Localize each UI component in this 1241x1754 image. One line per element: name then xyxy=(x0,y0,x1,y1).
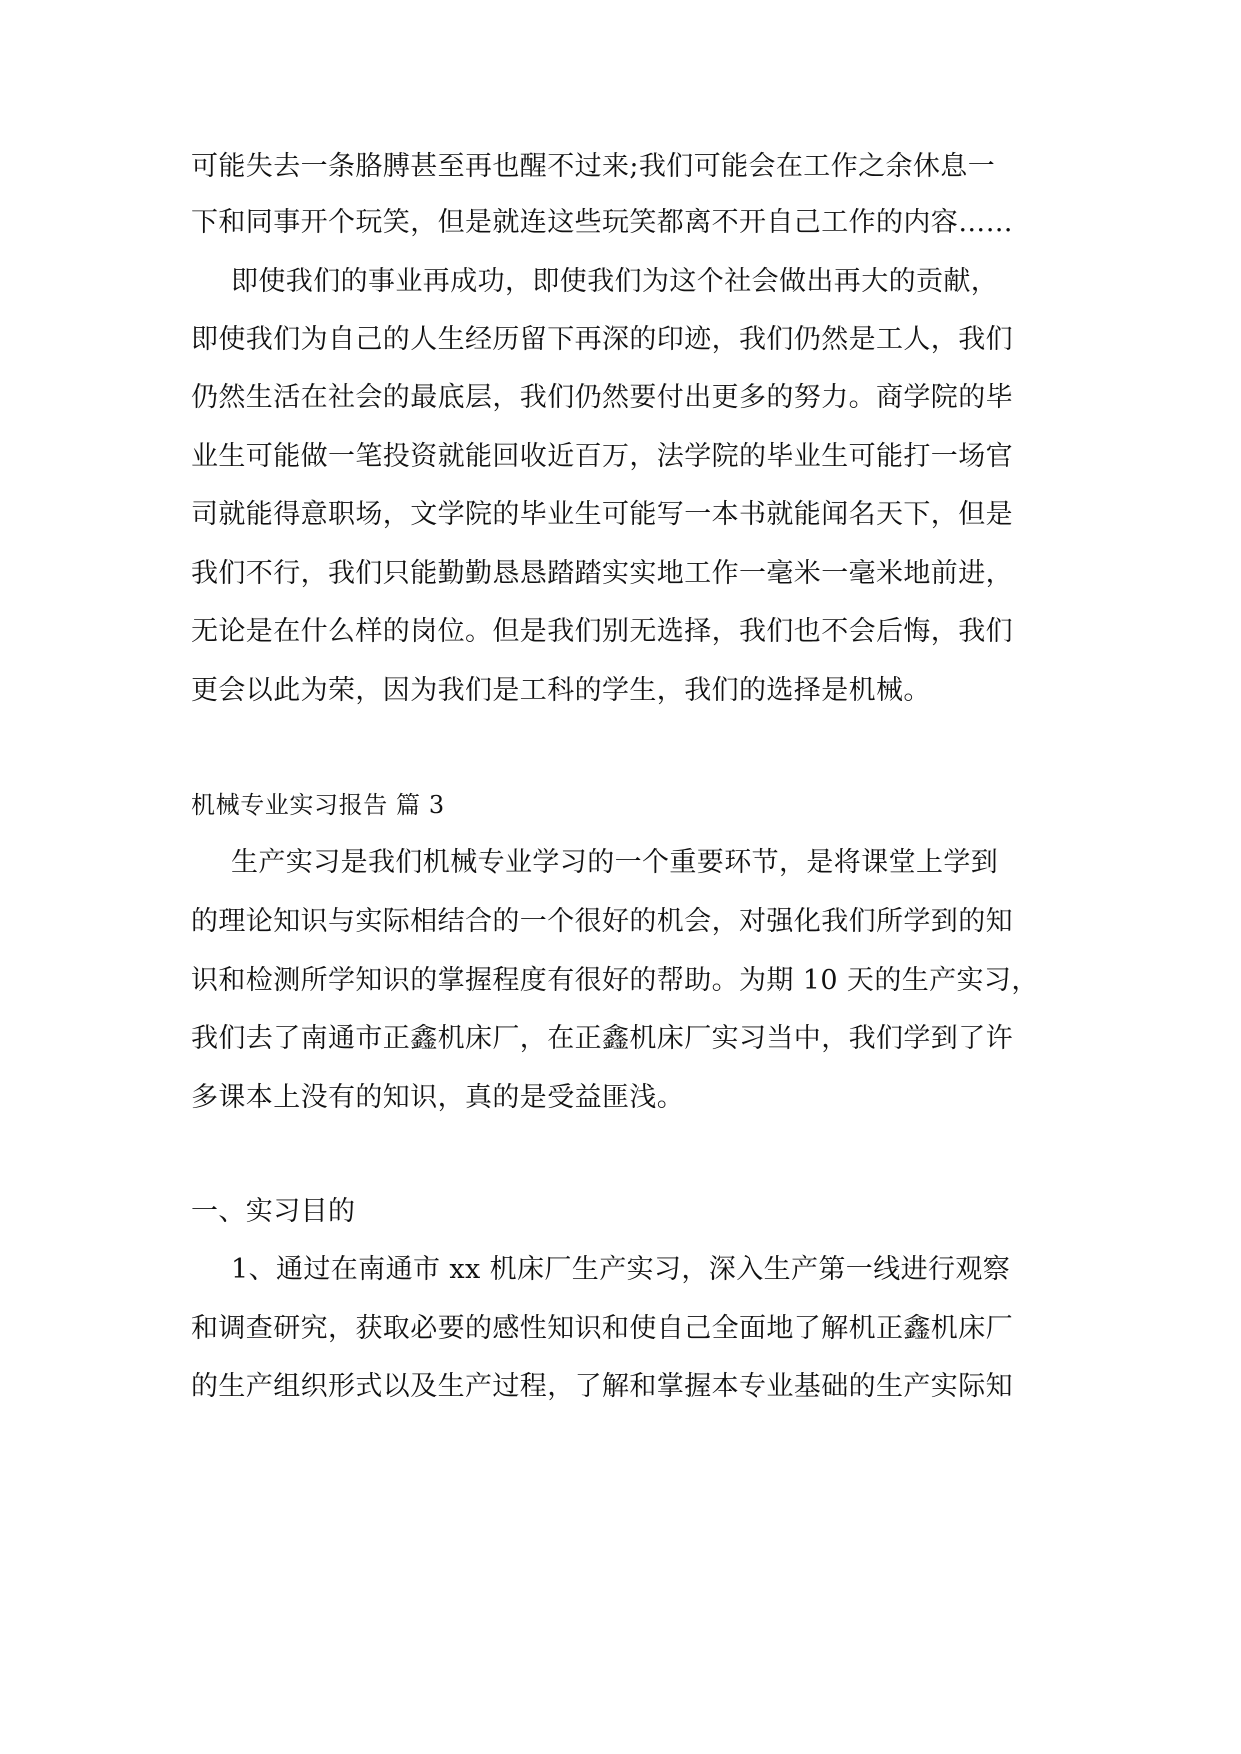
body-text-line: 即使我们为自己的人生经历留下再深的印迹，我们仍然是工人，我们 xyxy=(191,324,1013,355)
body-text-line: 生产实习是我们机械专业学习的一个重要环节，是将课堂上学到 xyxy=(231,847,999,878)
body-text-line: 识和检测所学知识的掌握程度有很好的帮助。为期 10 天的生产实习， xyxy=(191,965,1039,996)
body-text-line: 下和同事开个玩笑，但是就连这些玩笑都离不开自己工作的内容…… xyxy=(191,207,1013,238)
body-text-line: 的理论知识与实际相结合的一个很好的机会，对强化我们所学到的知 xyxy=(191,906,1013,937)
body-text-line: 无论是在什么样的岗位。但是我们别无选择，我们也不会后悔，我们 xyxy=(191,616,1013,647)
body-text-line: 1、通过在南通市 xx 机床厂生产实习，深入生产第一线进行观察 xyxy=(231,1254,1011,1285)
body-text-line: 业生可能做一笔投资就能回收近百万，法学院的毕业生可能打一场官 xyxy=(191,441,1013,472)
section-title: 机械专业实习报告 篇 3 xyxy=(191,791,445,819)
body-text-line: 即使我们的事业再成功，即使我们为这个社会做出再大的贡献， xyxy=(231,266,999,297)
body-text-line: 的生产组织形式以及生产过程，了解和掌握本专业基础的生产实际知 xyxy=(191,1371,1013,1402)
body-text-line: 多课本上没有的知识，真的是受益匪浅。 xyxy=(191,1082,685,1113)
body-text-line: 司就能得意职场，文学院的毕业生可能写一本书就能闻名天下，但是 xyxy=(191,499,1013,530)
body-text-line: 更会以此为荣，因为我们是工科的学生，我们的选择是机械。 xyxy=(191,675,931,706)
body-text-line: 我们不行，我们只能勤勤恳恳踏踏实实地工作一毫米一毫米地前进， xyxy=(191,558,1013,589)
subheading: 一、实习目的 xyxy=(191,1196,356,1227)
body-text-line: 我们去了南通市正鑫机床厂，在正鑫机床厂实习当中，我们学到了许 xyxy=(191,1023,1013,1054)
body-text-line: 可能失去一条胳膊甚至再也醒不过来;我们可能会在工作之余休息一 xyxy=(191,151,996,182)
body-text-line: 和调查研究，获取必要的感性知识和使自己全面地了解机正鑫机床厂 xyxy=(191,1313,1013,1344)
body-text-line: 仍然生活在社会的最底层，我们仍然要付出更多的努力。商学院的毕 xyxy=(191,382,1013,413)
